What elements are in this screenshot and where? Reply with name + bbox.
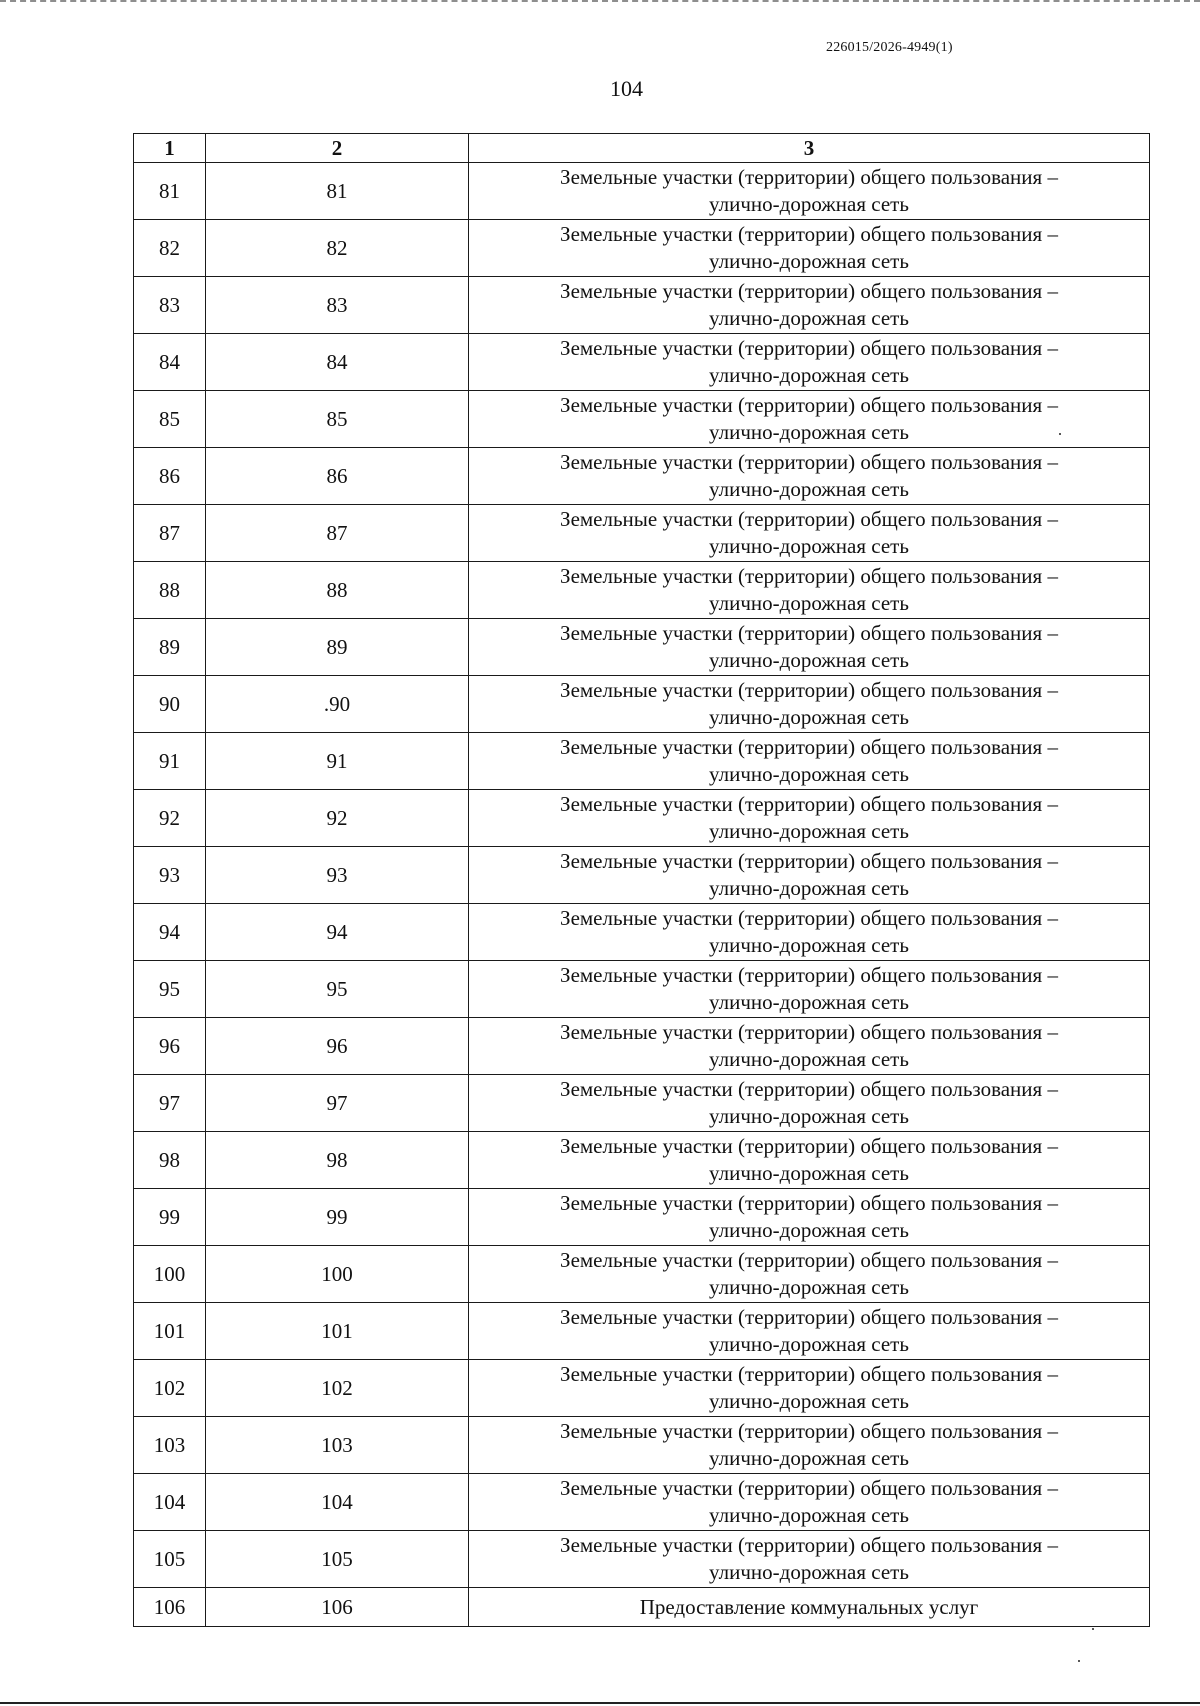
description-line-2: улично-дорожная сеть — [709, 591, 909, 615]
table-row — [134, 1588, 1150, 1627]
zone-number-cell: 83 — [206, 277, 469, 334]
description-cell — [469, 1474, 1150, 1531]
row-number-cell: 98 — [134, 1132, 206, 1189]
row-number-cell: 89 — [134, 619, 206, 676]
table-row — [134, 1303, 1150, 1360]
row-number-cell: 94 — [134, 904, 206, 961]
table-row — [134, 391, 1150, 448]
description-line-2: улично-дорожная сеть — [709, 762, 909, 786]
description-line-2: улично-дорожная сеть — [709, 648, 909, 672]
description-cell — [469, 1189, 1150, 1246]
description-line-2: улично-дорожная сеть — [709, 819, 909, 843]
registry-table — [133, 133, 1150, 1627]
description-cell — [469, 904, 1150, 961]
zone-number-cell: 98 — [206, 1132, 469, 1189]
description-line-1: Земельные участки (территории) общего пользования – — [560, 1305, 1058, 1329]
row-number-cell: 88 — [134, 562, 206, 619]
description-line-2: улично-дорожная сеть — [709, 1389, 909, 1413]
description-line-1: Земельные участки (территории) общего пользования – — [560, 906, 1058, 930]
description-cell — [469, 1246, 1150, 1303]
description-line-2: улично-дорожная сеть — [709, 990, 909, 1014]
description-line-1: Земельные участки (территории) общего пользования – — [560, 963, 1058, 987]
description-line-1: Земельные участки (территории) общего пользования – — [560, 1020, 1058, 1044]
description-cell — [469, 1132, 1150, 1189]
row-number-cell: 85 — [134, 391, 206, 448]
description-line-2: улично-дорожная сеть — [709, 1104, 909, 1128]
zone-number-cell: 87 — [206, 505, 469, 562]
description-line-1: Земельные участки (территории) общего пользования – — [560, 1191, 1058, 1215]
description-cell — [469, 391, 1150, 448]
row-number-cell: 92 — [134, 790, 206, 847]
description-line-2: улично-дорожная сеть — [709, 876, 909, 900]
table-row — [134, 1531, 1150, 1588]
description-cell — [469, 1018, 1150, 1075]
row-number-cell: 99 — [134, 1189, 206, 1246]
zone-number-cell: 91 — [206, 733, 469, 790]
description-line-1: Земельные участки (территории) общего пользования – — [560, 1248, 1058, 1272]
table-row — [134, 163, 1150, 220]
table-body — [134, 163, 1150, 1627]
table-row — [134, 1075, 1150, 1132]
row-number-cell: 104 — [134, 1474, 206, 1531]
row-number-cell: 100 — [134, 1246, 206, 1303]
row-number-cell: 83 — [134, 277, 206, 334]
description-cell — [469, 676, 1150, 733]
description-line-2: улично-дорожная сеть — [709, 1161, 909, 1185]
table-row — [134, 1018, 1150, 1075]
description-line-1: Земельные участки (территории) общего пользования – — [560, 564, 1058, 588]
row-number-cell: 102 — [134, 1360, 206, 1417]
row-number-cell: 82 — [134, 220, 206, 277]
table-row — [134, 505, 1150, 562]
scan-edge-bottom — [0, 1702, 1200, 1704]
table-row — [134, 1189, 1150, 1246]
zone-number-cell: 100 — [206, 1246, 469, 1303]
row-number-cell: 84 — [134, 334, 206, 391]
description-line-2: улично-дорожная сеть — [709, 534, 909, 558]
table-row — [134, 1417, 1150, 1474]
row-number-cell: 106 — [134, 1588, 206, 1627]
zone-number-cell: 99 — [206, 1189, 469, 1246]
description-line-1: Земельные участки (территории) общего пользования – — [560, 507, 1058, 531]
description-line-1: Земельные участки (территории) общего пользования – — [560, 1077, 1058, 1101]
description-line-2: улично-дорожная сеть — [709, 933, 909, 957]
description-cell — [469, 448, 1150, 505]
zone-number-cell: 104 — [206, 1474, 469, 1531]
description-cell — [469, 1075, 1150, 1132]
row-number-cell: 97 — [134, 1075, 206, 1132]
description-line-1: Земельные участки (территории) общего пользования – — [560, 165, 1058, 189]
zone-number-cell: 102 — [206, 1360, 469, 1417]
description-cell — [469, 619, 1150, 676]
description-line-1: Земельные участки (территории) общего пользования – — [560, 1134, 1058, 1158]
description-cell — [469, 1360, 1150, 1417]
zone-number-cell: 96 — [206, 1018, 469, 1075]
description-cell — [469, 1417, 1150, 1474]
zone-number-cell: 95 — [206, 961, 469, 1018]
table-row — [134, 619, 1150, 676]
zone-number-cell: 94 — [206, 904, 469, 961]
description-cell — [469, 562, 1150, 619]
table-row — [134, 904, 1150, 961]
scan-speck — [1059, 433, 1061, 435]
row-number-cell: 101 — [134, 1303, 206, 1360]
description-line-2: улично-дорожная сеть — [709, 1560, 909, 1584]
row-number-cell: 105 — [134, 1531, 206, 1588]
table-row — [134, 1132, 1150, 1189]
row-number-cell: 86 — [134, 448, 206, 505]
description-line-2: улично-дорожная сеть — [709, 420, 909, 444]
zone-number-cell: 103 — [206, 1417, 469, 1474]
column-header-1: 1 — [134, 134, 206, 163]
table-row — [134, 334, 1150, 391]
document-reference: 226015/2026-4949(1) — [826, 40, 953, 55]
zone-number-cell: 82 — [206, 220, 469, 277]
description-line-1: Земельные участки (территории) общего пользования – — [560, 336, 1058, 360]
scan-speck — [1078, 1660, 1080, 1662]
table-row — [134, 1474, 1150, 1531]
zone-number-cell: 88 — [206, 562, 469, 619]
row-number-cell: 90 — [134, 676, 206, 733]
description-line-2: улично-дорожная сеть — [709, 705, 909, 729]
description-line-1: Земельные участки (территории) общего пользования – — [560, 279, 1058, 303]
row-number-cell: 87 — [134, 505, 206, 562]
table-row — [134, 1360, 1150, 1417]
description-line-2: улично-дорожная сеть — [709, 1218, 909, 1242]
zone-number-cell: 86 — [206, 448, 469, 505]
description-line-1: Земельные участки (территории) общего пользования – — [560, 1476, 1058, 1500]
description-line-2: улично-дорожная сеть — [709, 1047, 909, 1071]
description-line-2: улично-дорожная сеть — [709, 1332, 909, 1356]
description-cell — [469, 334, 1150, 391]
description-line-1: Земельные участки (территории) общего пользования – — [560, 1362, 1058, 1386]
description-cell — [469, 505, 1150, 562]
description-cell — [469, 961, 1150, 1018]
zone-number-cell: 85 — [206, 391, 469, 448]
description-line-1: Предоставление коммунальных услуг — [639, 1594, 979, 1619]
row-number-cell: 95 — [134, 961, 206, 1018]
description-cell — [469, 277, 1150, 334]
description-line-1: Земельные участки (территории) общего пользования – — [560, 849, 1058, 873]
page-number: 104 — [610, 76, 643, 101]
zone-number-cell: 106 — [206, 1588, 469, 1627]
row-number-cell: 96 — [134, 1018, 206, 1075]
description-cell — [469, 733, 1150, 790]
description-line-1: Земельные участки (территории) общего пользования – — [560, 1533, 1058, 1557]
description-line-1: Земельные участки (территории) общего пользования – — [560, 735, 1058, 759]
zone-number-cell: 84 — [206, 334, 469, 391]
description-cell — [469, 790, 1150, 847]
description-cell — [469, 163, 1150, 220]
description-line-2: улично-дорожная сеть — [709, 249, 909, 273]
table-row — [134, 733, 1150, 790]
description-line-1: Земельные участки (территории) общего пользования – — [560, 678, 1058, 702]
description-line-2: улично-дорожная сеть — [709, 306, 909, 330]
table-header-row — [134, 134, 1150, 163]
table-row — [134, 1246, 1150, 1303]
table-row — [134, 220, 1150, 277]
description-line-2: улично-дорожная сеть — [709, 477, 909, 501]
zone-number-cell: .90 — [206, 676, 469, 733]
column-header-3: 3 — [469, 134, 1150, 163]
zone-number-cell: 89 — [206, 619, 469, 676]
description-line-1: Земельные участки (территории) общего пользования – — [560, 393, 1058, 417]
description-line-1: Земельные участки (территории) общего пользования – — [560, 1419, 1058, 1443]
zone-number-cell: 101 — [206, 1303, 469, 1360]
description-line-1: Земельные участки (территории) общего пользования – — [560, 450, 1058, 474]
description-line-1: Земельные участки (территории) общего пользования – — [560, 222, 1058, 246]
table-row — [134, 448, 1150, 505]
description-cell — [469, 1303, 1150, 1360]
table-row — [134, 562, 1150, 619]
description-line-1: Земельные участки (территории) общего пользования – — [560, 792, 1058, 816]
scan-speck — [1092, 1628, 1094, 1630]
row-number-cell: 93 — [134, 847, 206, 904]
zone-number-cell: 93 — [206, 847, 469, 904]
row-number-cell: 81 — [134, 163, 206, 220]
table-row — [134, 277, 1150, 334]
table-row — [134, 676, 1150, 733]
description-cell — [469, 1531, 1150, 1588]
zone-number-cell: 92 — [206, 790, 469, 847]
description-cell — [469, 220, 1150, 277]
zone-number-cell: 97 — [206, 1075, 469, 1132]
description-line-2: улично-дорожная сеть — [709, 1275, 909, 1299]
scan-edge-top — [0, 0, 1200, 4]
row-number-cell: 91 — [134, 733, 206, 790]
description-line-2: улично-дорожная сеть — [709, 363, 909, 387]
description-line-1: Земельные участки (территории) общего пользования – — [560, 621, 1058, 645]
table-row — [134, 961, 1150, 1018]
description-line-2: улично-дорожная сеть — [709, 1446, 909, 1470]
description-line-2: улично-дорожная сеть — [709, 1503, 909, 1527]
description-line-2: улично-дорожная сеть — [709, 192, 909, 216]
column-header-2: 2 — [206, 134, 469, 163]
zone-number-cell: 105 — [206, 1531, 469, 1588]
zone-number-cell: 81 — [206, 163, 469, 220]
row-number-cell: 103 — [134, 1417, 206, 1474]
description-cell — [469, 847, 1150, 904]
description-cell — [469, 1588, 1150, 1627]
table-row — [134, 847, 1150, 904]
table-row — [134, 790, 1150, 847]
